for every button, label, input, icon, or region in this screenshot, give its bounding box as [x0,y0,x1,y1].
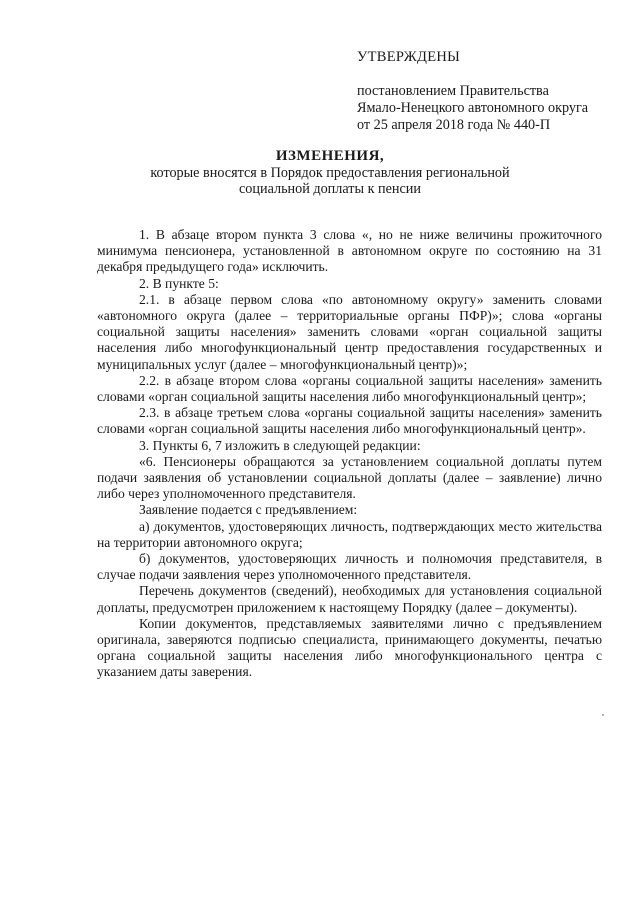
document-body [97,227,602,681]
paragraph: б) документов, удостоверяющих личность и полномочия представителя, в случае подачи заявления через уполномоченного представителя. [97,551,602,583]
heading-title: ИЗМЕНЕНИЯ, [275,148,385,164]
approval-stamp [357,49,627,134]
paragraph: Заявление подается с предъявлением: [139,502,358,518]
paragraph: 1. В абзаце втором пункта 3 слова «, но не ниже величины прожиточного минимума пенсионера, установленной в автономном округе по состоянию на 31 декабря предыдущего года» исключить. [97,227,602,275]
approval-line: Ямало-Ненецкого автономного округа [357,100,589,116]
paragraph: 2. В пункте 5: [139,275,219,291]
heading-subtitle-line: социальной доплаты к пенсии [239,181,421,197]
paragraph: 3. Пункты 6, 7 изложить в следующей редакции: [139,437,421,453]
paragraph: 2.1. в абзаце первом слова «по автономному округу» заменить словами «автономного округа (далее – территориальные органы ПФР)»; слова «органы социальной защиты населения» заменить словами «орган социальной защиты населения либо многофункциональный центр предоставления государственных и муниципальных услуг (далее – многофункциональный центр)»; [97,291,602,372]
paragraph: 2.3. в абзаце третьем слова «органы социальной защиты населения» заменить словами «орган социальной защиты населения либо многофункциональный центр». [97,405,602,437]
document-heading [140,148,520,198]
approval-line: от 25 апреля 2018 года № 440-П [357,117,551,133]
paragraph: 2.2. в абзаце втором слова «органы социальной защиты населения» заменить словами «орган социальной защиты населения либо многофункциональный центр»; [97,372,602,405]
approval-line: постановлением Правительства [357,83,549,99]
paragraph: а) документов, удостоверяющих личность, подтверждающих место жительства на территории автономного округа; [97,518,602,550]
scan-speck [602,714,604,716]
paragraph: Копии документов, представляемых заявителями лично с предъявлением оригинала, заверяются подписью специалиста, принимающего документы, печатью органа социальной защиты населения либо многофункционального центра с указанием даты заверения. [97,615,602,680]
paragraph: Перечень документов (сведений), необходимых для установления социальной доплаты, предусмотрен приложением к настоящему Порядку (далее – документы). [97,583,602,615]
paragraph: «6. Пенсионеры обращаются за установлением социальной доплаты путем подачи заявления об установлении социальной доплаты (далее – заявление) лично либо через уполномоченного представителя. [97,453,602,502]
approval-title: УТВЕРЖДЕНЫ [357,49,461,65]
heading-subtitle-line: которые вносятся в Порядок предоставления региональной [150,164,510,181]
